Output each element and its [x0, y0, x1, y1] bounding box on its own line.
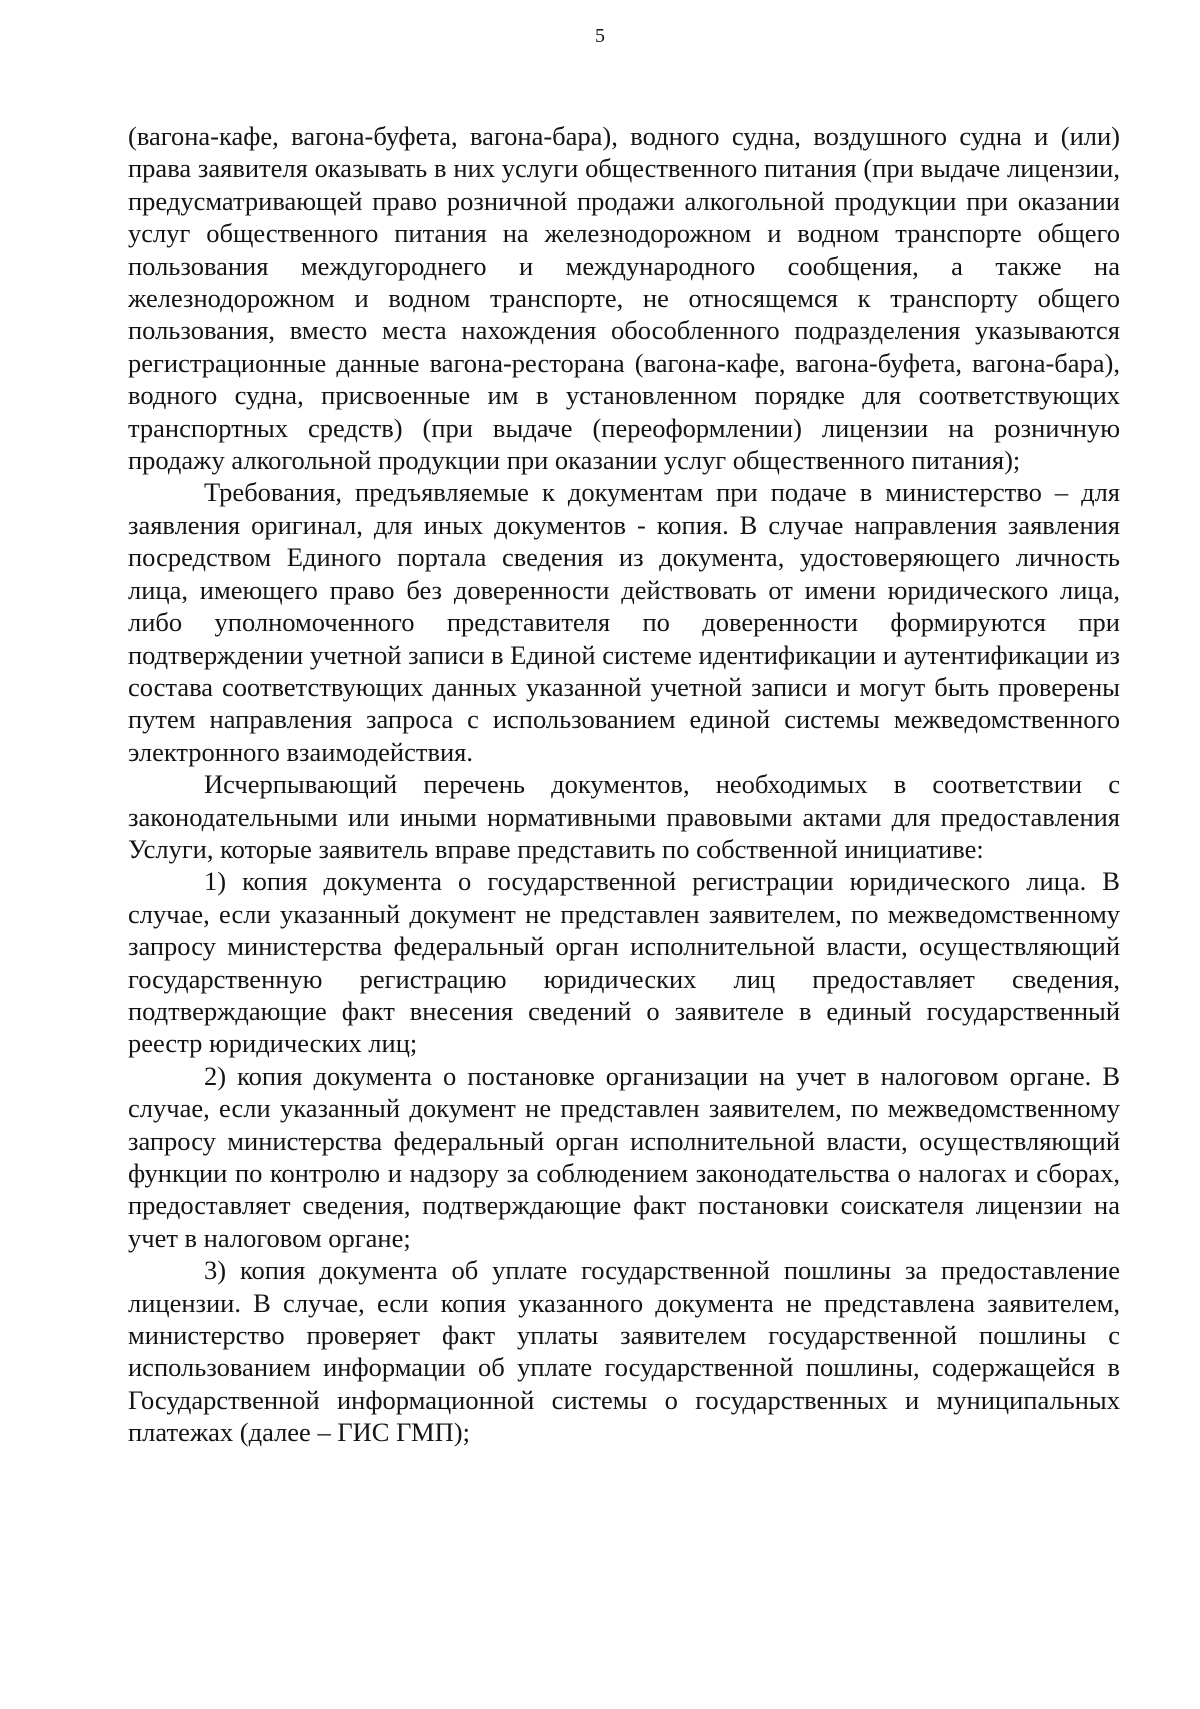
- paragraph-exhaustive-list: Исчерпывающий перечень документов, необходимых в соответствии с законодательными или иными нормативными правовыми актами для предоставления Услуги, которые заявитель вправе представить по собственной инициативе:: [128, 769, 1120, 864]
- paragraph-continuation: (вагона-кафе, вагона-буфета, вагона-бара), водного судна, воздушного судна и (или) права заявителя оказывать в них услуги общественного питания (при выдаче лицензии, предусматривающей право розничной продажи алкогольной продукции при оказании услуг общественного питания на железнодорожном и водном транспорте общего пользования междугороднего и международного сообщения, а также на железнодорожном и водном транспорте, не относящемся к транспорту общего пользования, вместо места нахождения обособленного подразделения указываются регистрационные данные вагона-ресторана (вагона-кафе, вагона-буфета, вагона-бара), водного судна, присвоенные им в установленном порядке для соответствующих транспортных средств) (при выдаче (переоформлении) лицензии на розничную продажу алкогольной продукции при оказании услуг общественного питания);: [128, 121, 1120, 476]
- list-item-1: 1) копия документа о государственной регистрации юридического лица. В случае, если указанный документ не представлен заявителем, по межведомственному запросу министерства федеральный орган исполнительной власти, осуществляющий государственную регистрацию юридических лиц предоставляет сведения, подтверждающие факт внесения сведений о заявителе в единый государственный реестр юридических лиц;: [128, 866, 1120, 1059]
- document-body: [128, 120, 1120, 1449]
- list-item-2: 2) копия документа о постановке организации на учет в налоговом органе. В случае, если указанный документ не представлен заявителем, по межведомственному запросу министерства федеральный орган исполнительной власти, осуществляющий функции по контролю и надзору за соблюдением законодательства о налогах и сборах, предоставляет сведения, подтверждающие факт постановки соискателя лицензии на учет в налоговом органе;: [128, 1060, 1120, 1253]
- page-number: 5: [595, 25, 605, 47]
- list-item-3: 3) копия документа об уплате государственной пошлины за предоставление лицензии. В случае, если копия указанного документа не представлена заявителем, министерство проверяет факт уплаты заявителем государственной пошлины с использованием информации об уплате государственной пошлины, содержащейся в Государственной информационной системы о государственных и муниципальных платежах (далее – ГИС ГМП);: [128, 1255, 1120, 1448]
- paragraph-document-requirements: Требования, предъявляемые к документам при подаче в министерство – для заявления оригинал, для иных документов - копия. В случае направления заявления посредством Единого портала сведения из документа, удостоверяющего личность лица, имеющего право без доверенности действовать от имени юридического лица, либо уполномоченного представителя по доверенности формируются при подтверждении учетной записи в Единой системе идентификации и аутентификации из состава соответствующих данных указанной учетной записи и могут быть проверены путем направления запроса с использованием единой системы межведомственного электронного взаимодействия.: [128, 477, 1120, 767]
